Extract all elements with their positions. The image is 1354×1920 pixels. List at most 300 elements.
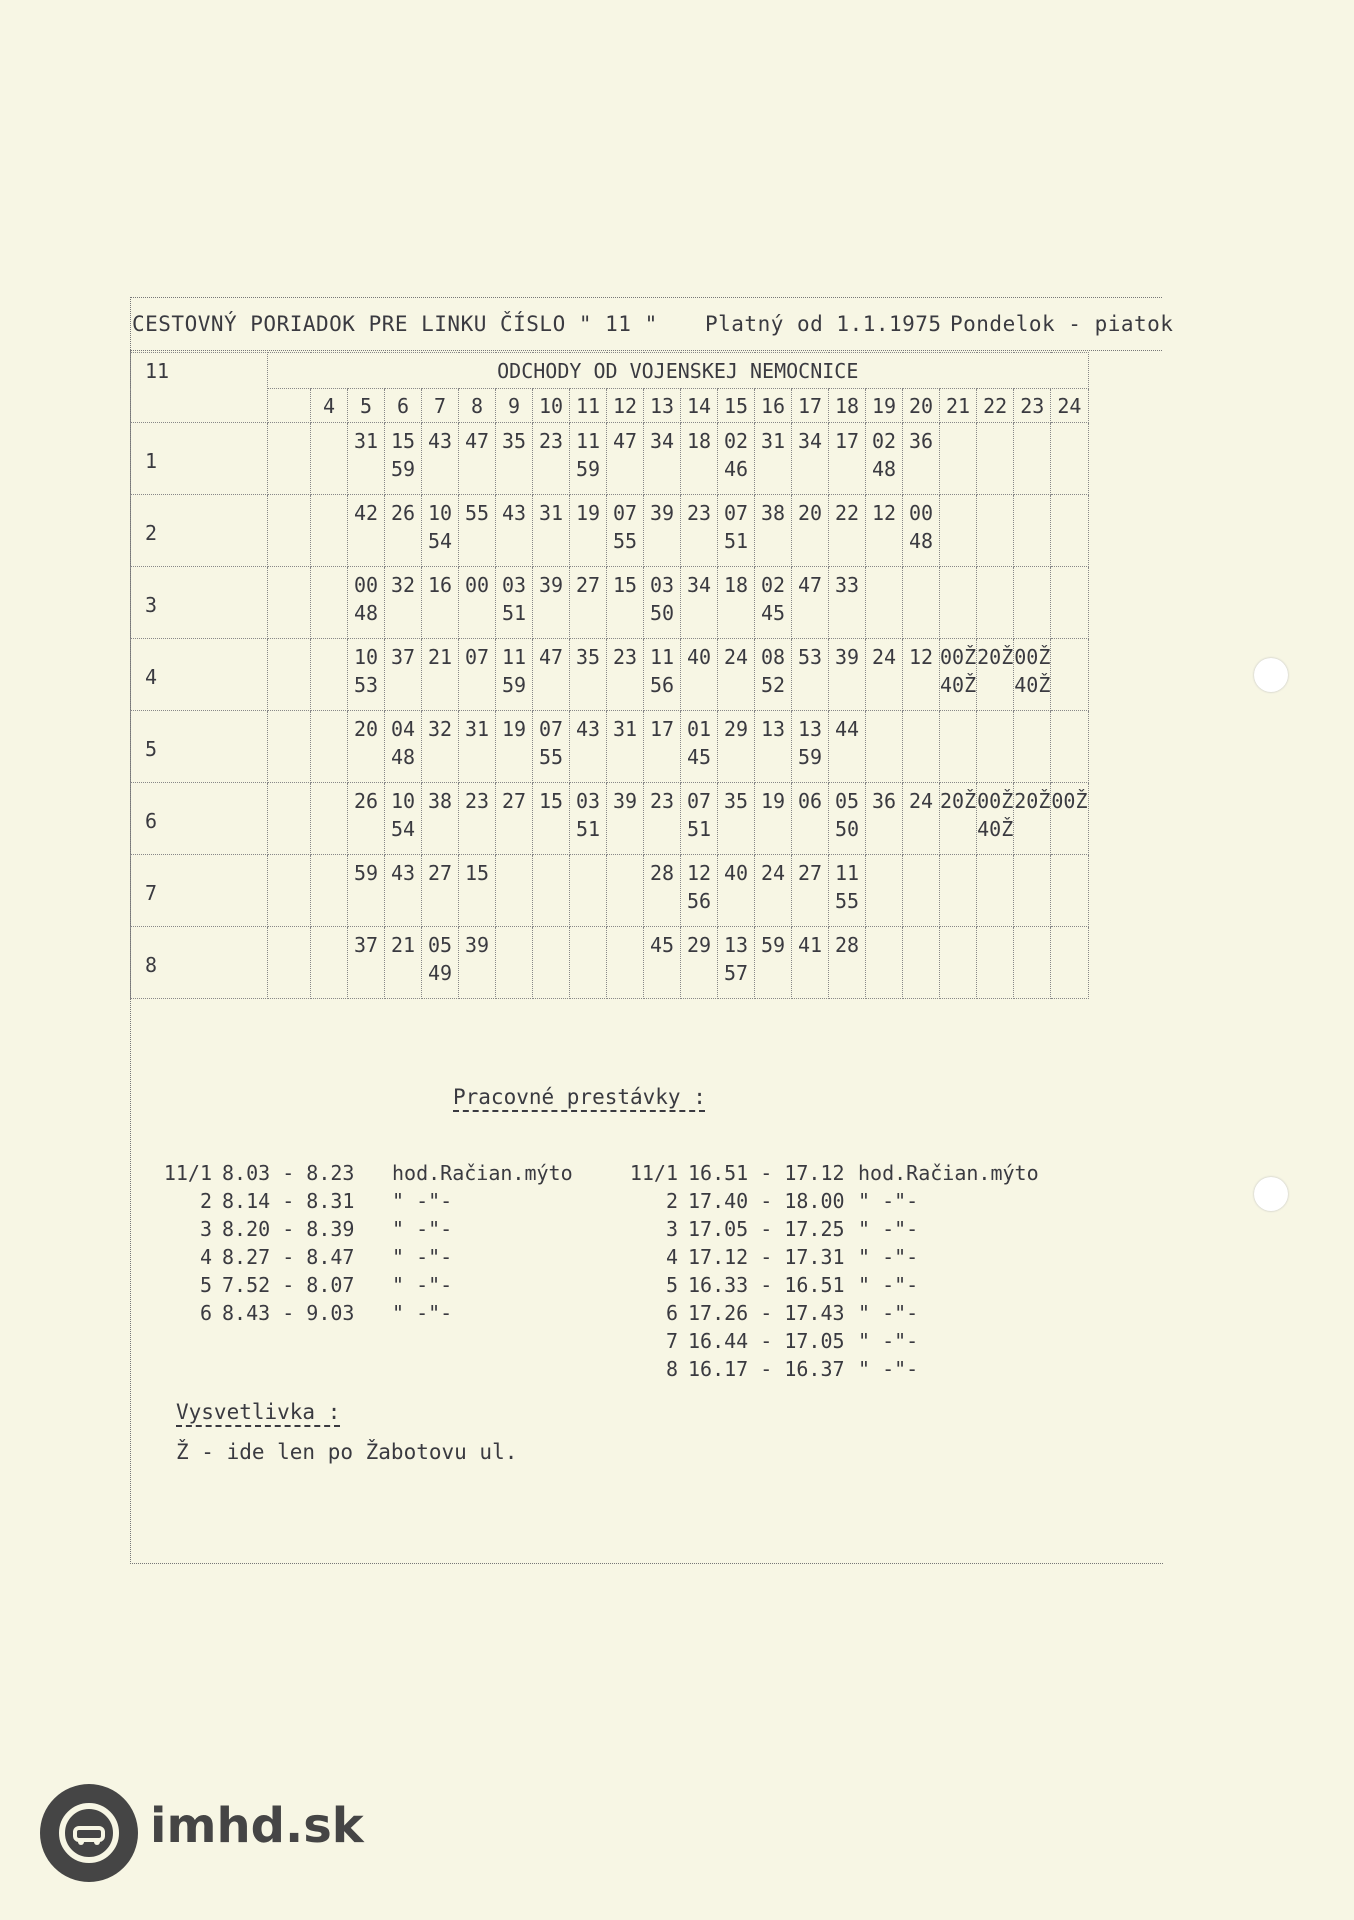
table-row bbox=[131, 783, 1089, 855]
minute-value: 20 bbox=[353, 717, 379, 741]
minute-cell bbox=[940, 567, 977, 639]
break-row bbox=[130, 1243, 562, 1271]
minute-value: 51 bbox=[686, 817, 712, 841]
minute-value: 55 bbox=[612, 529, 638, 553]
minute-value: 00Ž bbox=[977, 789, 1014, 813]
minute-value: 12 bbox=[686, 861, 712, 885]
break-place: " -"- bbox=[858, 1245, 919, 1269]
minute-value: 50 bbox=[649, 601, 675, 625]
minute-cell bbox=[681, 927, 718, 999]
hour-header: 15 bbox=[718, 389, 755, 423]
minute-cell bbox=[718, 927, 755, 999]
minute-cell bbox=[496, 711, 533, 783]
break-time: 8.43 - 9.03 bbox=[222, 1301, 355, 1325]
minute-value: 07 bbox=[723, 501, 749, 525]
minute-cell bbox=[866, 783, 903, 855]
minute-value: 22 bbox=[834, 501, 860, 525]
break-n: 11/1 bbox=[163, 1161, 212, 1185]
hour-header: 16 bbox=[755, 389, 792, 423]
minute-value bbox=[496, 931, 532, 959]
minute-value: 26 bbox=[390, 501, 416, 525]
service-days: Pondelok - piatok bbox=[950, 312, 1174, 336]
break-time: 8.03 - 8.23 bbox=[222, 1161, 355, 1185]
minute-cell bbox=[607, 711, 644, 783]
minute-value: 34 bbox=[686, 573, 712, 597]
break-time: 17.12 - 17.31 bbox=[688, 1245, 845, 1269]
break-time: 8.14 - 8.31 bbox=[222, 1189, 355, 1213]
minute-value: 47 bbox=[797, 573, 823, 597]
break-place: " -"- bbox=[392, 1245, 453, 1269]
break-row bbox=[130, 1215, 562, 1243]
minute-value bbox=[1051, 499, 1087, 527]
minute-cell bbox=[570, 927, 607, 999]
minute-value: 45 bbox=[760, 601, 786, 625]
minute-cell bbox=[422, 639, 459, 711]
minute-cell bbox=[459, 855, 496, 927]
minute-cell bbox=[1014, 927, 1051, 999]
minute-cell bbox=[459, 783, 496, 855]
minute-value: 15 bbox=[390, 429, 416, 453]
minute-cell bbox=[422, 567, 459, 639]
minute-cell bbox=[829, 423, 866, 495]
minute-value: 13 bbox=[723, 933, 749, 957]
minute-cell bbox=[829, 855, 866, 927]
minute-cell bbox=[940, 711, 977, 783]
minute-cell bbox=[829, 711, 866, 783]
minute-cell bbox=[755, 495, 792, 567]
breaks-left-list bbox=[130, 1159, 573, 1327]
minute-cell bbox=[348, 423, 385, 495]
minute-value bbox=[570, 859, 606, 887]
break-row bbox=[130, 1299, 562, 1327]
minute-value: 34 bbox=[649, 429, 675, 453]
minute-value: 40Ž bbox=[940, 673, 977, 697]
minute-value bbox=[903, 715, 939, 743]
minute-value: 27 bbox=[575, 573, 601, 597]
minute-cell bbox=[1014, 495, 1051, 567]
minute-cell bbox=[496, 423, 533, 495]
minute-value: 45 bbox=[649, 933, 675, 957]
minute-cell bbox=[496, 927, 533, 999]
minute-value bbox=[1051, 571, 1087, 599]
minute-value: 12 bbox=[871, 501, 897, 525]
minute-value: 46 bbox=[723, 457, 749, 481]
minute-value: 02 bbox=[871, 429, 897, 453]
minute-cell bbox=[644, 711, 681, 783]
minute-value: 37 bbox=[353, 933, 379, 957]
minute-value: 03 bbox=[501, 573, 527, 597]
minute-cell bbox=[1051, 495, 1088, 567]
break-place: hod.Račian.mýto bbox=[392, 1161, 573, 1185]
minute-cell bbox=[829, 495, 866, 567]
minute-cell bbox=[533, 567, 570, 639]
minute-value bbox=[311, 859, 347, 887]
minute-cell bbox=[459, 495, 496, 567]
minute-cell bbox=[1051, 927, 1088, 999]
minute-cell bbox=[496, 495, 533, 567]
minute-cell bbox=[459, 639, 496, 711]
minute-cell bbox=[755, 927, 792, 999]
minute-value: 47 bbox=[612, 429, 638, 453]
minute-cell bbox=[903, 855, 940, 927]
break-row bbox=[596, 1243, 1028, 1271]
break-place: " -"- bbox=[392, 1273, 453, 1297]
minute-cell bbox=[385, 567, 422, 639]
turn-number: 2 bbox=[131, 495, 268, 567]
minute-cell bbox=[385, 495, 422, 567]
turn-spacer bbox=[268, 639, 311, 711]
minute-value: 27 bbox=[797, 861, 823, 885]
minute-value: 15 bbox=[538, 789, 564, 813]
minute-cell bbox=[348, 855, 385, 927]
legend-text: Ž - ide len po Žabotovu ul. bbox=[176, 1440, 518, 1464]
minute-cell bbox=[422, 495, 459, 567]
minute-cell bbox=[385, 927, 422, 999]
hour-header: 17 bbox=[792, 389, 829, 423]
break-row bbox=[596, 1159, 1039, 1187]
minute-value: 39 bbox=[834, 645, 860, 669]
minute-value: 13 bbox=[797, 717, 823, 741]
departures-heading: ODCHODY OD VOJENSKEJ NEMOCNICE bbox=[268, 353, 1089, 389]
table-row bbox=[131, 495, 1089, 567]
minute-cell bbox=[644, 855, 681, 927]
hour-header: 11 bbox=[570, 389, 607, 423]
minute-cell bbox=[644, 423, 681, 495]
minute-value: 03 bbox=[649, 573, 675, 597]
minute-value: 38 bbox=[427, 789, 453, 813]
imhd-logo-icon[interactable] bbox=[40, 1784, 138, 1882]
minute-value: 00Ž bbox=[1014, 645, 1051, 669]
minute-value: 00Ž bbox=[1051, 789, 1088, 813]
minute-value bbox=[1014, 859, 1050, 887]
minute-cell bbox=[607, 927, 644, 999]
minute-cell bbox=[681, 855, 718, 927]
minute-value: 59 bbox=[390, 457, 416, 481]
minute-cell bbox=[755, 711, 792, 783]
minute-cell bbox=[903, 423, 940, 495]
break-n: 5 bbox=[199, 1273, 212, 1297]
minute-value bbox=[1051, 643, 1087, 671]
minute-cell bbox=[644, 927, 681, 999]
minute-value: 02 bbox=[723, 429, 749, 453]
minute-cell bbox=[459, 711, 496, 783]
turn-number: 6 bbox=[131, 783, 268, 855]
minute-cell bbox=[533, 783, 570, 855]
minute-cell bbox=[533, 927, 570, 999]
minute-value: 47 bbox=[538, 645, 564, 669]
minute-value: 55 bbox=[834, 889, 860, 913]
minute-value bbox=[311, 499, 347, 527]
breaks-title: Pracovné prestávky : bbox=[453, 1085, 706, 1109]
minute-cell bbox=[311, 495, 348, 567]
minute-cell bbox=[755, 639, 792, 711]
minute-cell bbox=[1051, 423, 1088, 495]
minute-cell bbox=[829, 927, 866, 999]
minute-cell bbox=[1014, 711, 1051, 783]
minute-value bbox=[977, 715, 1013, 743]
minute-cell bbox=[496, 783, 533, 855]
minute-cell bbox=[644, 495, 681, 567]
minute-value: 42 bbox=[353, 501, 379, 525]
hour-header: 22 bbox=[977, 389, 1014, 423]
minute-value: 29 bbox=[686, 933, 712, 957]
minute-value bbox=[1014, 427, 1050, 455]
minute-value bbox=[311, 571, 347, 599]
minute-value: 18 bbox=[686, 429, 712, 453]
minute-value: 50 bbox=[834, 817, 860, 841]
break-place: hod.Račian.mýto bbox=[858, 1161, 1039, 1185]
break-n: 3 bbox=[199, 1217, 212, 1241]
minute-cell bbox=[866, 423, 903, 495]
minute-cell bbox=[385, 783, 422, 855]
minute-cell bbox=[348, 711, 385, 783]
hour-header: 10 bbox=[533, 389, 570, 423]
break-place: " -"- bbox=[858, 1189, 919, 1213]
minute-value: 31 bbox=[464, 717, 490, 741]
minute-value: 40Ž bbox=[977, 817, 1014, 841]
minute-value: 24 bbox=[871, 645, 897, 669]
turn-spacer bbox=[268, 495, 311, 567]
minute-cell bbox=[866, 855, 903, 927]
hour-header: 5 bbox=[348, 389, 385, 423]
minute-cell bbox=[385, 711, 422, 783]
minute-value: 49 bbox=[427, 961, 453, 985]
minute-cell bbox=[718, 711, 755, 783]
minute-value bbox=[940, 715, 976, 743]
minute-cell bbox=[681, 495, 718, 567]
break-place: " -"- bbox=[858, 1301, 919, 1325]
minute-cell bbox=[385, 639, 422, 711]
minute-value: 17 bbox=[834, 429, 860, 453]
minute-value: 05 bbox=[834, 789, 860, 813]
minute-cell bbox=[977, 783, 1014, 855]
minute-cell bbox=[718, 423, 755, 495]
turn-spacer bbox=[268, 783, 311, 855]
minute-cell bbox=[977, 855, 1014, 927]
minute-value: 03 bbox=[575, 789, 601, 813]
minute-cell bbox=[755, 423, 792, 495]
minute-value: 43 bbox=[390, 861, 416, 885]
break-time: 8.27 - 8.47 bbox=[222, 1245, 355, 1269]
minute-value: 36 bbox=[871, 789, 897, 813]
minute-cell bbox=[607, 567, 644, 639]
hour-header: 6 bbox=[385, 389, 422, 423]
turn-spacer bbox=[268, 927, 311, 999]
hour-header: 12 bbox=[607, 389, 644, 423]
minute-value: 19 bbox=[501, 717, 527, 741]
minute-cell bbox=[533, 855, 570, 927]
minute-cell bbox=[607, 783, 644, 855]
minute-value: 40 bbox=[723, 861, 749, 885]
minute-value: 54 bbox=[427, 529, 453, 553]
minute-value bbox=[1014, 931, 1050, 959]
minute-cell bbox=[718, 495, 755, 567]
minute-cell bbox=[422, 855, 459, 927]
minute-cell bbox=[422, 711, 459, 783]
break-n: 6 bbox=[199, 1301, 212, 1325]
minute-value: 31 bbox=[353, 429, 379, 453]
minute-value bbox=[977, 931, 1013, 959]
minute-cell bbox=[792, 639, 829, 711]
minute-value: 27 bbox=[427, 861, 453, 885]
minute-value: 19 bbox=[760, 789, 786, 813]
hour-header: 19 bbox=[866, 389, 903, 423]
minute-value bbox=[903, 571, 939, 599]
break-n: 5 bbox=[665, 1273, 678, 1297]
minute-value: 48 bbox=[908, 529, 934, 553]
imhd-logo-text[interactable]: imhd.sk bbox=[150, 1798, 364, 1854]
minute-cell bbox=[718, 639, 755, 711]
minute-value: 00 bbox=[908, 501, 934, 525]
minute-value: 53 bbox=[353, 673, 379, 697]
minute-value: 39 bbox=[649, 501, 675, 525]
minute-cell bbox=[607, 639, 644, 711]
break-row bbox=[596, 1187, 1028, 1215]
minute-cell bbox=[977, 711, 1014, 783]
minute-cell bbox=[792, 711, 829, 783]
minute-value: 15 bbox=[464, 861, 490, 885]
minute-value bbox=[1051, 715, 1087, 743]
minute-value: 07 bbox=[686, 789, 712, 813]
minute-value: 04 bbox=[390, 717, 416, 741]
minute-cell bbox=[866, 639, 903, 711]
break-n: 2 bbox=[199, 1189, 212, 1213]
minute-value: 06 bbox=[797, 789, 823, 813]
minute-cell bbox=[311, 927, 348, 999]
minute-value: 08 bbox=[760, 645, 786, 669]
minute-value: 32 bbox=[390, 573, 416, 597]
minute-cell bbox=[940, 855, 977, 927]
minute-value: 20 bbox=[797, 501, 823, 525]
minute-value: 40Ž bbox=[1014, 673, 1051, 697]
minute-cell bbox=[422, 423, 459, 495]
minute-cell bbox=[829, 639, 866, 711]
break-time: 16.44 - 17.05 bbox=[688, 1329, 845, 1353]
minute-value bbox=[1051, 427, 1087, 455]
minute-value: 38 bbox=[760, 501, 786, 525]
hour-header: 7 bbox=[422, 389, 459, 423]
minute-value: 23 bbox=[686, 501, 712, 525]
minute-value bbox=[533, 859, 569, 887]
minute-value bbox=[1014, 715, 1050, 743]
minute-value bbox=[533, 931, 569, 959]
minute-cell bbox=[755, 567, 792, 639]
break-n: 4 bbox=[665, 1245, 678, 1269]
departures-table bbox=[130, 352, 1089, 999]
minute-value bbox=[940, 931, 976, 959]
minute-cell bbox=[348, 927, 385, 999]
minute-cell bbox=[607, 855, 644, 927]
break-time: 17.05 - 17.25 bbox=[688, 1217, 845, 1241]
minute-value: 31 bbox=[760, 429, 786, 453]
minute-value: 51 bbox=[575, 817, 601, 841]
minute-cell bbox=[681, 423, 718, 495]
minute-value: 00Ž bbox=[940, 645, 977, 669]
turn-number: 5 bbox=[131, 711, 268, 783]
minute-value: 40 bbox=[686, 645, 712, 669]
minute-value: 59 bbox=[797, 745, 823, 769]
minute-value bbox=[977, 499, 1013, 527]
minute-value bbox=[1051, 859, 1087, 887]
break-n: 6 bbox=[665, 1301, 678, 1325]
minute-value: 07 bbox=[612, 501, 638, 525]
minute-cell bbox=[459, 927, 496, 999]
minute-cell bbox=[496, 855, 533, 927]
minute-cell bbox=[903, 495, 940, 567]
minute-value bbox=[977, 571, 1013, 599]
break-time: 8.20 - 8.39 bbox=[222, 1217, 355, 1241]
minute-value: 31 bbox=[612, 717, 638, 741]
minute-value: 28 bbox=[649, 861, 675, 885]
minute-value: 59 bbox=[575, 457, 601, 481]
minute-cell bbox=[1014, 783, 1051, 855]
minute-value: 54 bbox=[390, 817, 416, 841]
turn-number: 4 bbox=[131, 639, 268, 711]
minute-value bbox=[311, 715, 347, 743]
table-row bbox=[131, 567, 1089, 639]
minute-value: 11 bbox=[834, 861, 860, 885]
minute-cell bbox=[940, 495, 977, 567]
minute-value: 31 bbox=[538, 501, 564, 525]
minute-value: 24 bbox=[723, 645, 749, 669]
minute-value: 57 bbox=[723, 961, 749, 985]
minute-cell bbox=[977, 567, 1014, 639]
turn-number: 3 bbox=[131, 567, 268, 639]
minute-cell bbox=[866, 567, 903, 639]
break-time: 16.33 - 16.51 bbox=[688, 1273, 845, 1297]
minute-value: 48 bbox=[871, 457, 897, 481]
minute-value bbox=[940, 571, 976, 599]
turn-number: 7 bbox=[131, 855, 268, 927]
minute-value: 29 bbox=[723, 717, 749, 741]
minute-cell bbox=[570, 783, 607, 855]
break-row bbox=[596, 1215, 1028, 1243]
minute-value: 39 bbox=[538, 573, 564, 597]
minute-value bbox=[496, 859, 532, 887]
timetable-title: CESTOVNÝ PORIADOK PRE LINKU ČÍSLO " 11 " bbox=[132, 312, 658, 336]
minute-value: 18 bbox=[723, 573, 749, 597]
line-number: 11 bbox=[131, 353, 268, 423]
minute-value: 53 bbox=[797, 645, 823, 669]
minute-cell bbox=[311, 711, 348, 783]
turn-spacer bbox=[268, 423, 311, 495]
minute-cell bbox=[1014, 567, 1051, 639]
minute-cell bbox=[829, 567, 866, 639]
minute-cell bbox=[792, 567, 829, 639]
minute-value: 20Ž bbox=[1014, 789, 1051, 813]
minute-cell bbox=[422, 927, 459, 999]
minute-cell bbox=[977, 495, 1014, 567]
minute-value: 23 bbox=[612, 645, 638, 669]
minute-value bbox=[1014, 571, 1050, 599]
minute-value: 01 bbox=[686, 717, 712, 741]
break-time: 17.26 - 17.43 bbox=[688, 1301, 845, 1325]
minute-value bbox=[977, 859, 1013, 887]
minute-cell bbox=[903, 711, 940, 783]
minute-cell bbox=[570, 711, 607, 783]
minute-cell bbox=[644, 567, 681, 639]
minute-value: 55 bbox=[464, 501, 490, 525]
minute-cell bbox=[866, 495, 903, 567]
break-n: 7 bbox=[665, 1329, 678, 1353]
minute-value: 10 bbox=[353, 645, 379, 669]
break-time: 17.40 - 18.00 bbox=[688, 1189, 845, 1213]
hour-header: 21 bbox=[940, 389, 977, 423]
minute-value: 00 bbox=[464, 573, 490, 597]
minute-value: 51 bbox=[501, 601, 527, 625]
minute-value: 28 bbox=[834, 933, 860, 957]
minute-value: 35 bbox=[501, 429, 527, 453]
